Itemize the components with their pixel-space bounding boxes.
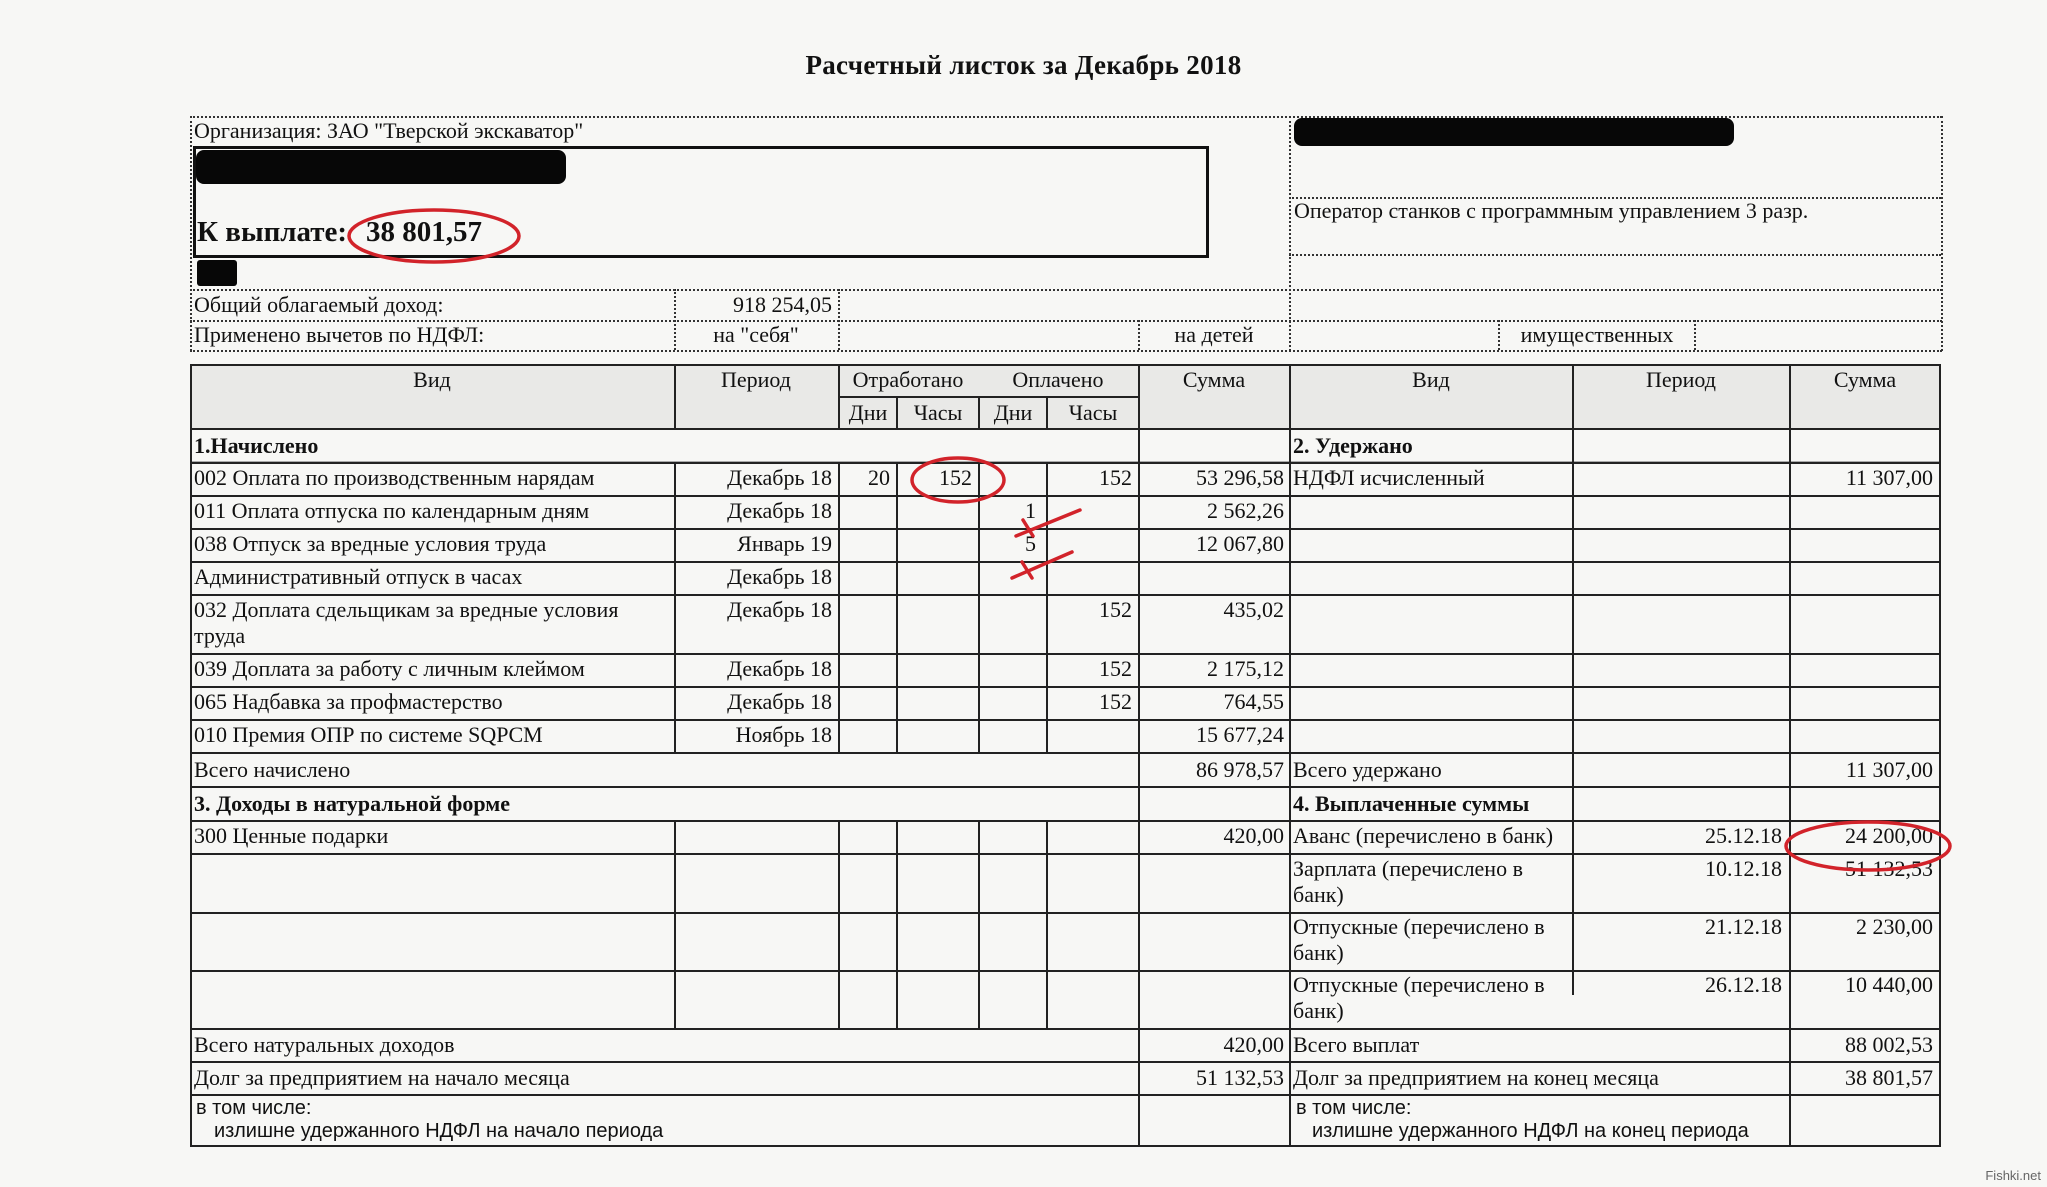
total-payments-value: 88 002,53: [1845, 1032, 1933, 1057]
row-name: 002 Оплата по производственным нарядам: [194, 465, 595, 490]
col-header-worked-days: Дни: [848, 400, 888, 425]
deduction-children-label: на детей: [1174, 322, 1254, 347]
row-paid-days: 5: [1025, 531, 1036, 556]
debt-end-value: 38 801,57: [1845, 1065, 1933, 1090]
deduction-property-label: имущественных: [1520, 322, 1674, 347]
redacted-mark: [197, 260, 237, 286]
row-period: Январь 19: [737, 531, 832, 556]
row-name: Отпускные (перечислено в банк): [1293, 972, 1545, 1023]
total-payments-label: Всего выплат: [1293, 1032, 1420, 1057]
total-withheld-value: 11 307,00: [1845, 757, 1933, 782]
footer-excess-end: излишне удержанного НДФЛ на конец периода: [1312, 1120, 1749, 1142]
row-date: 21.12.18: [1705, 914, 1782, 939]
row-name: НДФЛ исчисленный: [1293, 465, 1485, 490]
section-paid-out: 4. Выплаченные суммы: [1293, 791, 1530, 816]
col-header-paid-days: Дни: [993, 400, 1033, 425]
col-header-period-right: Период: [1646, 367, 1716, 392]
row-name: 038 Отпуск за вредные условия труда: [194, 531, 547, 556]
row-name: 011 Оплата отпуска по календарным дням: [194, 498, 590, 523]
total-accrued-label: Всего начислено: [194, 757, 351, 782]
row-date: 25.12.18: [1705, 823, 1782, 848]
row-period: Ноябрь 18: [735, 722, 832, 747]
col-header-worked-hours: Часы: [913, 400, 963, 425]
deduction-self-label: на "себя": [713, 322, 799, 347]
footer-excess-start: излишне удержанного НДФЛ на начало периода: [214, 1120, 664, 1142]
row-sum: 2 230,00: [1856, 914, 1933, 939]
section-accrued: 1.Начислено: [194, 433, 319, 458]
row-name: Аванс (перечислено в банк): [1293, 823, 1554, 848]
total-in-kind-value: 420,00: [1223, 1032, 1284, 1057]
row-period: Декабрь 18: [727, 689, 832, 714]
document-title: Расчетный листок за Декабрь 2018: [805, 50, 1242, 80]
watermark: Fishki.net: [1985, 1168, 2041, 1183]
row-paid-hours: 152: [1099, 689, 1132, 714]
strike-mark-2b: [1022, 562, 1032, 578]
payout-label: К выплате:: [197, 216, 348, 248]
row-name: 300 Ценные подарки: [194, 823, 389, 848]
row-sum: 10 440,00: [1845, 972, 1933, 997]
row-name: Зарплата (перечислено в банк): [1293, 856, 1523, 907]
row-name: 032 Доплата сдельщикам за вредные условия труда: [194, 597, 619, 648]
debt-end-label: Долг за предприятием на конец месяца: [1293, 1065, 1659, 1090]
taxable-income-label: Общий облагаемый доход:: [194, 292, 444, 317]
row-paid-hours: 152: [1099, 465, 1132, 490]
row-sum: 11 307,00: [1845, 465, 1933, 490]
ndfl-deductions-label: Применено вычетов по НДФЛ:: [194, 322, 485, 347]
row-period: Декабрь 18: [727, 498, 832, 523]
row-period: Декабрь 18: [727, 564, 832, 589]
row-sum: 12 067,80: [1196, 531, 1284, 556]
col-header-sum-right: Сумма: [1833, 367, 1897, 392]
col-header-vid-right: Вид: [1412, 367, 1450, 392]
total-withheld-label: Всего удержано: [1293, 757, 1442, 782]
position-label: Оператор станков с программным управлением 3 разр.: [1294, 198, 1809, 223]
row-sum: 24 200,00: [1845, 823, 1933, 848]
payout-value: 38 801,57: [366, 216, 482, 248]
row-name: 039 Доплата за работу с личным клеймом: [194, 656, 585, 681]
col-header-sum: Сумма: [1182, 367, 1246, 392]
footer-incl-left: в том числе:: [196, 1097, 312, 1119]
row-sum: 53 296,58: [1196, 465, 1284, 490]
row-sum: 2 175,12: [1207, 656, 1284, 681]
organization-label: Организация: ЗАО "Тверской экскаватор": [194, 118, 584, 143]
row-date: 10.12.18: [1705, 856, 1782, 881]
row-name: 065 Надбавка за профмастерство: [194, 689, 503, 714]
row-name: Отпускные (перечислено в банк): [1293, 914, 1545, 965]
row-sum: 51 132,53: [1845, 856, 1933, 881]
total-in-kind-label: Всего натуральных доходов: [194, 1032, 455, 1057]
row-paid-days: 1: [1025, 498, 1036, 523]
row-period: Декабрь 18: [727, 597, 832, 622]
col-header-period: Период: [721, 367, 791, 392]
row-paid-hours: 152: [1099, 656, 1132, 681]
taxable-income-value: 918 254,05: [733, 292, 832, 317]
section-in-kind: 3. Доходы в натуральной форме: [194, 791, 511, 816]
row-date: 26.12.18: [1705, 972, 1782, 997]
debt-start-label: Долг за предприятием на начало месяца: [194, 1065, 570, 1090]
redacted-employee-name: [1294, 118, 1734, 146]
section-withheld: 2. Удержано: [1293, 433, 1413, 458]
row-paid-hours: 152: [1099, 597, 1132, 622]
row-sum: 15 677,24: [1196, 722, 1284, 747]
row-sum: 435,02: [1223, 597, 1284, 622]
footer-incl-right: в том числе:: [1296, 1097, 1412, 1119]
row-sum: 420,00: [1223, 823, 1284, 848]
col-header-paid: Оплачено: [1012, 367, 1104, 392]
row-name: Административный отпуск в часах: [194, 564, 523, 589]
col-header-worked: Отработано: [852, 367, 964, 392]
col-header-paid-hours: Часы: [1068, 400, 1118, 425]
col-header-vid: Вид: [413, 367, 451, 392]
row-period: Декабрь 18: [727, 465, 832, 490]
row-sum: 764,55: [1223, 689, 1284, 714]
total-accrued-value: 86 978,57: [1196, 757, 1284, 782]
debt-start-value: 51 132,53: [1196, 1065, 1284, 1090]
row-worked-hours: 152: [939, 465, 972, 490]
row-period: Декабрь 18: [727, 656, 832, 681]
row-name: 010 Премия ОПР по системе SQPCM: [194, 722, 543, 747]
row-worked-days: 20: [868, 465, 890, 490]
row-sum: 2 562,26: [1207, 498, 1284, 523]
